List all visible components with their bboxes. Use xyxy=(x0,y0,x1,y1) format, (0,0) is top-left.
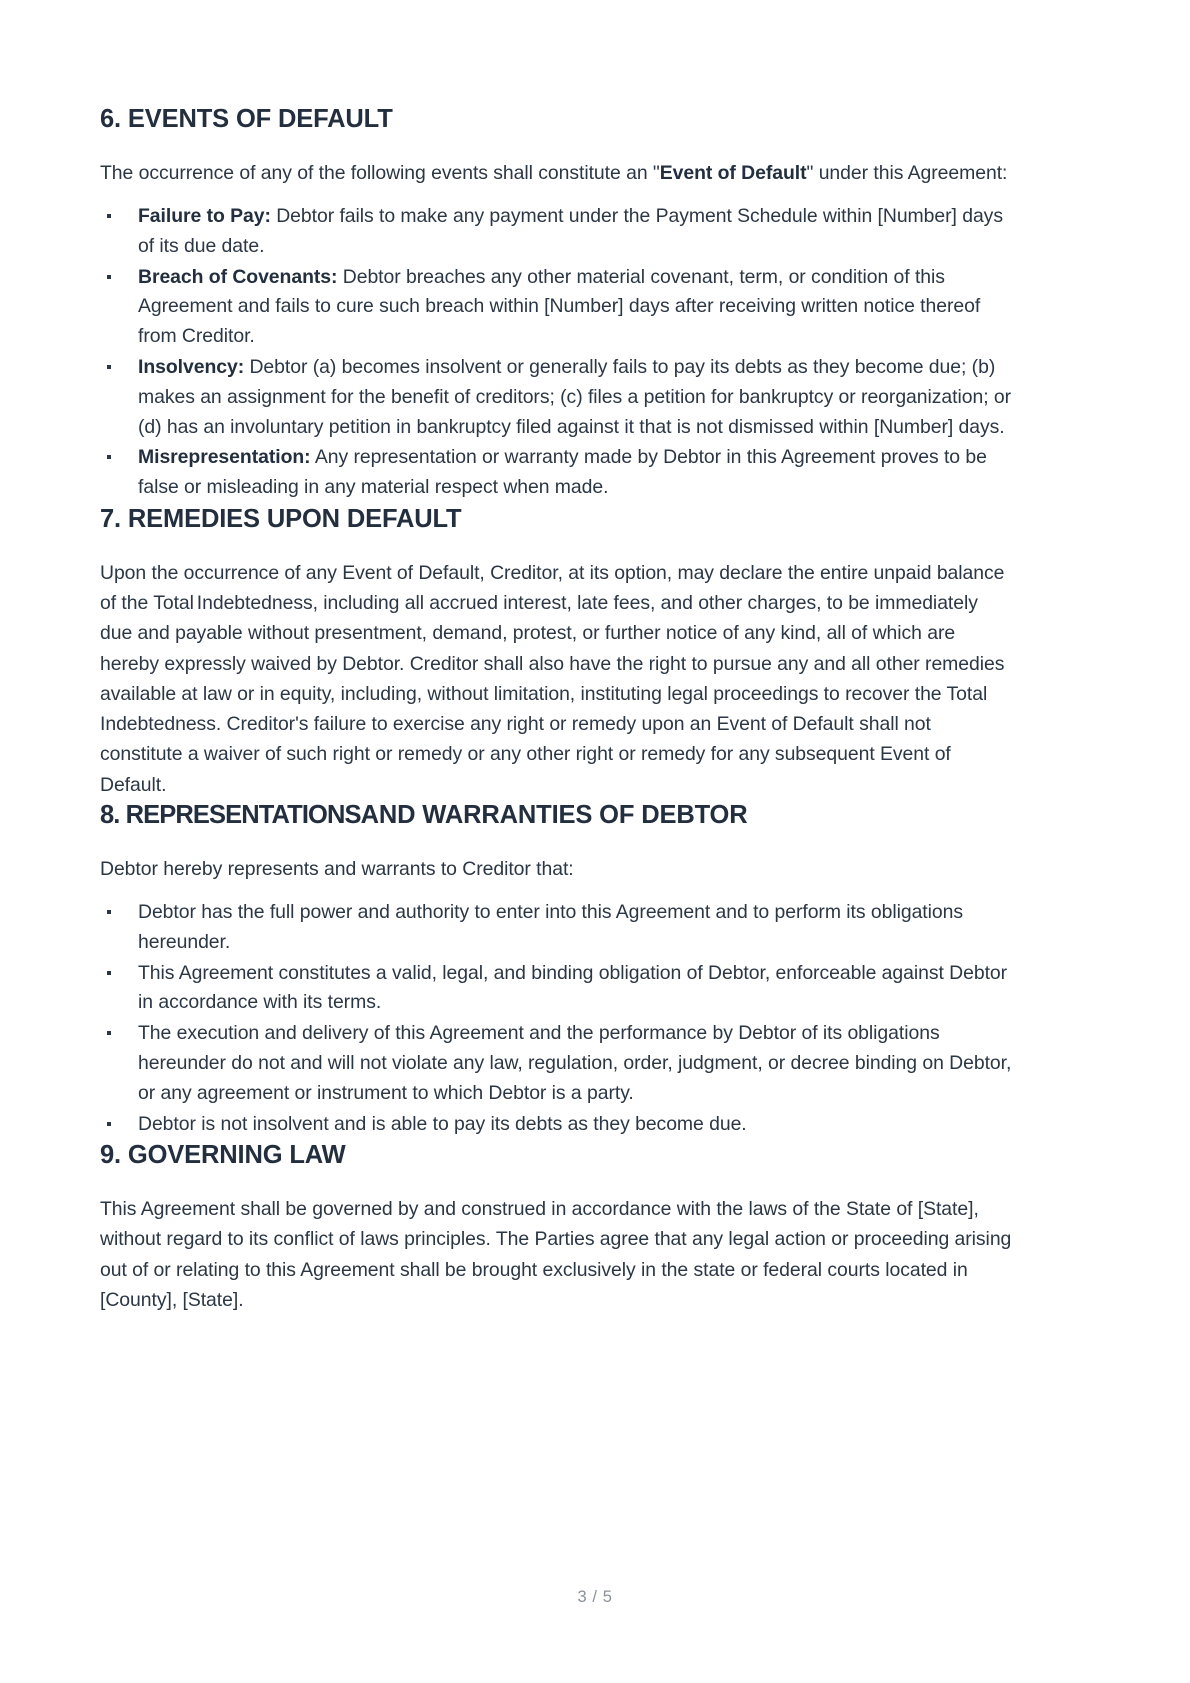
list-item-text: Debtor is not insolvent and is able to pay its debts as they become due. xyxy=(138,1112,747,1135)
paragraph-part-1: Upon the occurrence of any Event of Default, Creditor, at its option, may declare the entire unpaid balance of the Total xyxy=(100,561,1005,615)
bullet-marker-icon xyxy=(107,910,111,914)
intro-text-before: The occurrence of any of the following events shall constitute an " xyxy=(100,161,660,184)
section-heading-representations-and-warranties xyxy=(100,800,1012,832)
bullet-marker-icon xyxy=(107,455,111,459)
intro-text-bold: Event of Default xyxy=(659,161,807,184)
section-8-bullet-list xyxy=(100,898,1012,1139)
list-item-lead: Breach of Covenants: xyxy=(138,265,338,288)
list-item-text: This Agreement constitutes a valid, legal, and binding obligation of Debtor, enforceable against Debtor in accordance with its terms. xyxy=(138,961,1008,1014)
bullet-marker-icon xyxy=(107,275,111,279)
section-heading-events-of-default: 6. EVENTS OF DEFAULT xyxy=(100,105,393,133)
list-item xyxy=(100,959,1012,1019)
paragraph-part-2: Indebtedness, including all accrued interest, late fees, and other charges, to be immediately due and payable without presentment, demand, protest, or further notice of any kind, all of which are hereby expressly waived by Debtor. Creditor shall also have the right to pursue any and all other remedies available at law or in equity, including, without limitation, instituting legal proceedings to recover the Total xyxy=(100,592,1005,705)
list-item-lead: Misrepresentation: xyxy=(138,446,311,469)
list-item-lead: Failure to Pay: xyxy=(138,205,271,228)
section-6-bullet-list xyxy=(100,202,1012,503)
list-item xyxy=(100,1019,1012,1108)
list-item-text: Any representation or warranty made by Debtor in this Agreement proves to be false or misleading in any material respect when made. xyxy=(138,446,987,499)
bullet-marker-icon xyxy=(107,214,111,218)
section-9-paragraph: This Agreement shall be governed by and construed in accordance with the laws of the State of [State], without regard to its conflict of laws principles. The Parties agree that any legal action or proceeding arising out of or relating to this Agreement shall be brought exclusively in the state or federal courts located in [County], [State]. xyxy=(100,1198,1012,1312)
intro-text-after: " under this Agreement: xyxy=(806,161,1008,184)
paragraph-part-3: Indebtedness. Creditor's failure to exercise any right or remedy upon an Event of Default shall not constitute a waiver of such right or remedy or any other right or remedy for any subsequent Event of Default. xyxy=(100,713,951,796)
heading-part-2: AND WARRANTIES OF DEBTOR xyxy=(360,800,748,829)
bullet-marker-icon xyxy=(107,1122,111,1126)
list-item-text: Debtor breaches any other material covenant, term, or condition of this Agreement and fails to cure such breach within [Number] days after receiving written notice thereof from Creditor. xyxy=(138,265,981,348)
list-item-lead: Insolvency: xyxy=(138,356,245,379)
section-6-intro-paragraph xyxy=(100,158,1012,188)
page-number-footer: 3 / 5 xyxy=(577,1588,613,1606)
list-item-text: The execution and delivery of this Agreement and the performance by Debtor of its obligations hereunder do not and will not violate any law, regulation, order, judgment, or decree binding on Debtor, or any agreement or instrument to which Debtor is a party. xyxy=(138,1022,1012,1104)
list-item-text: Debtor (a) becomes insolvent or generally fails to pay its debts as they become due; (b) makes an assignment for the benefit of creditors; (c) files a petition for bankruptcy or reorganization; or (d) has an involuntary petition in bankruptcy filed against it that is not dismissed within [Number] days. xyxy=(138,356,1012,438)
list-item xyxy=(100,443,1012,503)
bullet-marker-icon xyxy=(107,1031,111,1035)
heading-part-1: 8. REPRESENTATIONS xyxy=(100,800,361,829)
list-item xyxy=(100,353,1012,442)
document-content xyxy=(100,104,1012,1315)
list-item xyxy=(100,1110,1012,1140)
section-8-intro-paragraph: Debtor hereby represents and warrants to Creditor that: xyxy=(100,857,574,880)
list-item-text: Debtor fails to make any payment under the Payment Schedule within [Number] days of its due date. xyxy=(138,205,1003,257)
section-heading-governing-law: 9. GOVERNING LAW xyxy=(100,1141,346,1170)
list-item xyxy=(100,898,1012,958)
bullet-marker-icon xyxy=(107,365,111,369)
bullet-marker-icon xyxy=(107,971,111,975)
section-7-paragraph xyxy=(100,558,1012,800)
section-heading-remedies-upon-default: 7. REMEDIES UPON DEFAULT xyxy=(100,504,462,533)
list-item xyxy=(100,202,1012,262)
list-item-text: Debtor has the full power and authority to enter into this Agreement and to perform its obligations hereunder. xyxy=(138,901,964,953)
list-item xyxy=(100,263,1012,352)
